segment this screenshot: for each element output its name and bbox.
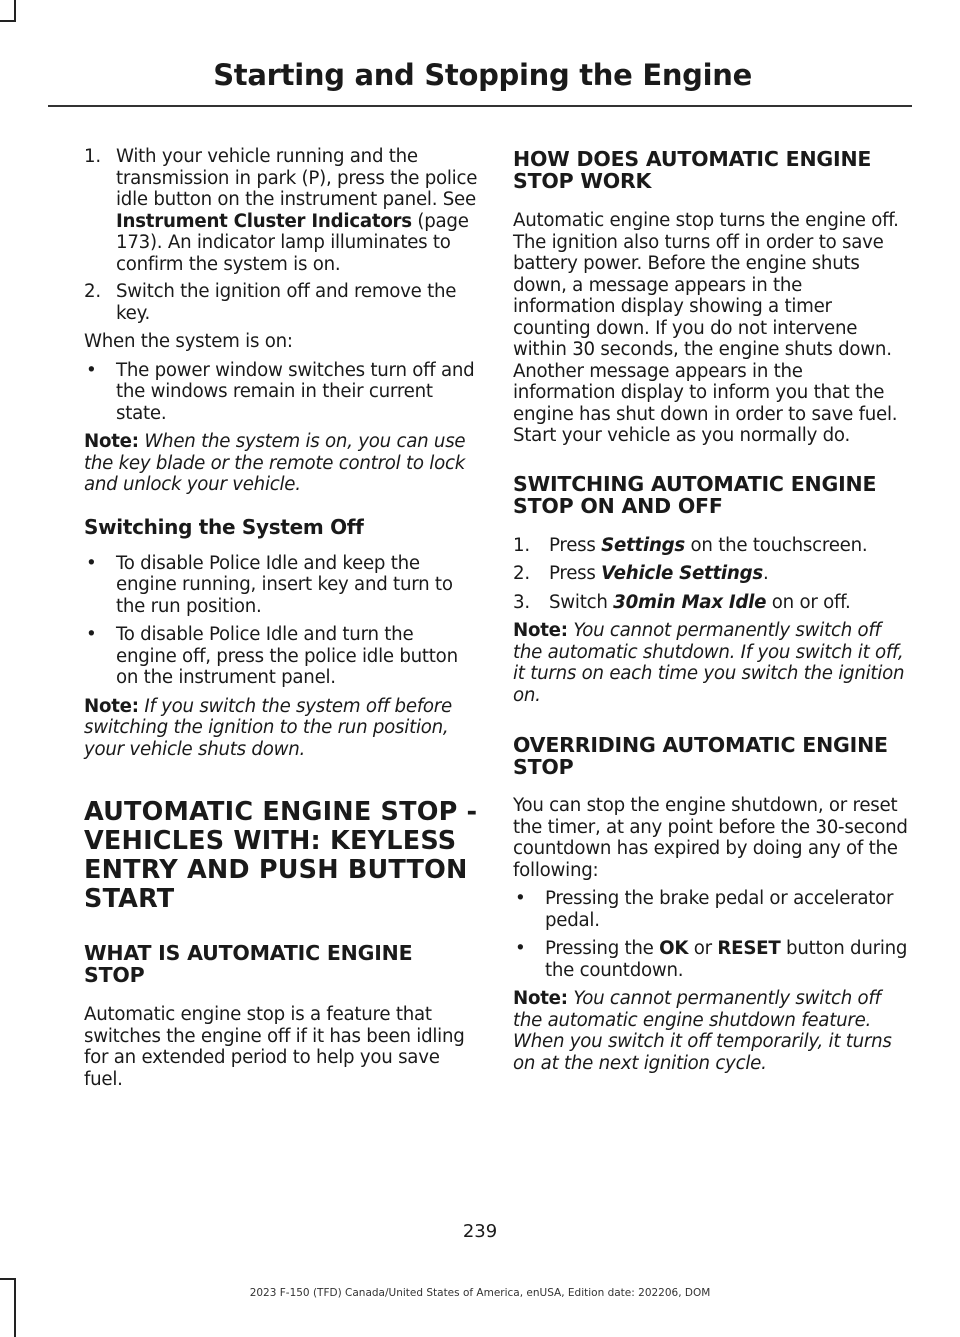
- note-text: You cannot permanently switch off the automatic engine shutdown feature. When you switch it off temporarily, it turns on at the next ignition cycle.: [513, 988, 892, 1074]
- step-pre: Switch: [549, 591, 614, 613]
- bullet-glyph: •: [515, 888, 526, 909]
- bullet-text: To disable Police Idle and turn the engine off, press the police idle button on the instrument panel.: [116, 624, 458, 688]
- bullet-item: [84, 624, 479, 689]
- bullet-text: Pressing the brake pedal or accelerator pedal.: [545, 888, 894, 931]
- note: [84, 696, 479, 761]
- subheading-how-does: HOW DOES AUTOMATIC ENGINE STOP WORK: [513, 147, 872, 193]
- ok-button-label: OK: [659, 938, 689, 959]
- note: [513, 620, 908, 706]
- header-rule: [48, 105, 912, 107]
- menu-item-vehicle-settings: Vehicle Settings: [601, 563, 763, 584]
- numbered-step-1: [513, 535, 908, 557]
- note-label: Note:: [84, 431, 139, 452]
- step-text-a: With your vehicle running and the transmission in park (P), press the police idle button on the instrument panel. See: [116, 146, 478, 210]
- bullet-glyph: •: [86, 624, 97, 645]
- page-number: 239: [462, 1221, 498, 1242]
- step-post: on or off.: [766, 591, 851, 613]
- section-heading-line: ENTRY AND PUSH BUTTON: [84, 855, 468, 885]
- bullet-glyph: •: [86, 359, 97, 381]
- paragraph-how-does: Automatic engine stop turns the engine off. The ignition also turns off in order to save battery power. Before the engine shuts down, a message appears in the information display showing a timer counting down. If you do not intervene within 30 seconds, the engine shuts down. Another message appears in the information display to inform you that the engine has shut down in order to save fuel. Start your vehicle as you normally do.: [513, 210, 899, 446]
- bullet-item: [84, 553, 479, 618]
- step-text-b: (page 173). An indicator lamp illuminates to confirm the system is on.: [116, 210, 469, 275]
- step-pre: Press: [549, 563, 602, 584]
- section-heading-line: START: [84, 884, 175, 914]
- step-pre: Press: [549, 534, 602, 556]
- note-label: Note:: [513, 988, 568, 1009]
- paragraph-overriding: You can stop the engine shutdown, or reset the timer, at any point before the 30-second countdown has expired by doing any of the following:: [513, 795, 908, 881]
- note-text: If you switch the system off before switching the ignition to the run position, your vehicle shuts down.: [84, 695, 452, 760]
- section-heading: [84, 798, 479, 914]
- note: [84, 431, 479, 496]
- step-number: 2.: [513, 563, 530, 584]
- step-post: .: [762, 563, 769, 584]
- right-column: [513, 148, 908, 1074]
- bullet-item: [513, 888, 908, 931]
- menu-item-30min-max-idle: 30min Max Idle: [613, 591, 767, 613]
- note: [513, 988, 908, 1074]
- step-number: 3.: [513, 591, 530, 613]
- subheading-switching-off: Switching the System Off: [84, 514, 364, 539]
- note-label: Note:: [513, 620, 568, 641]
- numbered-step-1: [84, 146, 479, 275]
- paragraph-what-is: Automatic engine stop is a feature that switches the engine off if it has been idling for an extended period to help you save fuel.: [84, 1004, 465, 1090]
- step-number: 1.: [84, 146, 101, 167]
- bullet-text-pre: Pressing the: [545, 938, 660, 959]
- step-post: on the touchscreen.: [685, 534, 868, 556]
- reset-button-label: RESET: [717, 938, 781, 959]
- numbered-step-3: [513, 592, 908, 614]
- bullet-text-post: button during the countdown.: [545, 938, 908, 981]
- subheading-overriding: OVERRIDING AUTOMATIC ENGINE STOP: [513, 733, 888, 779]
- bullet-text: To disable Police Idle and keep the engine running, insert key and turn to the run position.: [116, 552, 453, 617]
- section-heading-line: AUTOMATIC ENGINE STOP -: [84, 797, 478, 827]
- bullet-glyph: •: [86, 552, 97, 574]
- bullet-item: [513, 938, 908, 981]
- note-text: When the system is on, you can use the key blade or the remote control to lock and unlock your vehicle.: [84, 431, 466, 495]
- note-text: You cannot permanently switch off the automatic shutdown. If you switch it off, it turns on each time you switch the ignition on.: [513, 620, 905, 706]
- left-column: [84, 146, 479, 1090]
- crop-mark-top-left: [14, 0, 16, 22]
- step-number: 2.: [84, 281, 101, 302]
- page-title: Starting and Stopping the Engine: [213, 58, 752, 92]
- step-number: 1.: [513, 534, 530, 556]
- section-heading-line: VEHICLES WITH: KEYLESS: [84, 826, 457, 856]
- bullet-item: [84, 360, 479, 425]
- numbered-step-2: [513, 563, 908, 585]
- crop-mark-top-left-h: [0, 20, 16, 22]
- cross-reference-link[interactable]: Instrument Cluster Indicators: [116, 210, 412, 232]
- subheading-what-is: WHAT IS AUTOMATIC ENGINE STOP: [84, 941, 413, 987]
- paragraph-when-on: When the system is on:: [84, 331, 293, 352]
- bullet-text-mid: or: [688, 938, 718, 959]
- step-text: Switch the ignition off and remove the key.: [116, 281, 457, 324]
- menu-item-settings: Settings: [601, 534, 686, 556]
- subheading-switching-on-off: SWITCHING AUTOMATIC ENGINE STOP ON AND OFF: [513, 471, 877, 518]
- bullet-text: The power window switches turn off and the windows remain in their current state.: [116, 359, 475, 424]
- bullet-glyph: •: [515, 938, 526, 959]
- edition-info: 2023 F-150 (TFD) Canada/United States of America, enUSA, Edition date: 202206, DOM: [249, 1287, 711, 1299]
- numbered-step-2: [84, 281, 479, 324]
- note-label: Note:: [84, 695, 139, 717]
- crop-mark-bottom-left-h: [0, 1278, 16, 1280]
